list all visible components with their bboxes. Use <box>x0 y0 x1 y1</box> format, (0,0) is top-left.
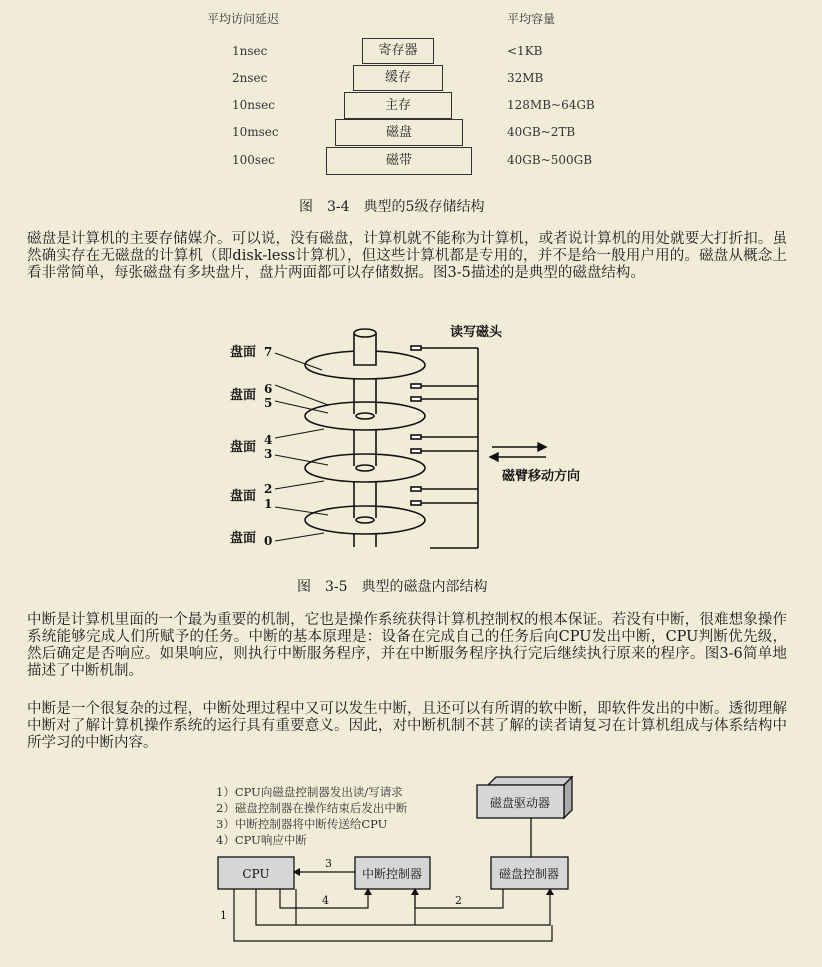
platter-label-4: 盘面 <box>230 531 257 546</box>
pyramid-tier-disk: 磁盘 <box>335 119 463 146</box>
figure-3-5-caption: 图 3-5 典型的磁盘内部结构 <box>297 579 488 595</box>
latency-disk: 10msec <box>232 125 279 139</box>
surface-number: 3 <box>264 447 273 461</box>
surface-number: 1 <box>264 497 273 511</box>
surface-number: 0 <box>264 534 273 548</box>
paragraph-interrupt-detail: 中断是一个很复杂的过程，中断处理过程中又可以发生中断，且还可以有所谓的软中断，即软件发出的中断。透彻理解中断对了解计算机操作系统的运行具有重要意义。因此，对中断机制不甚了解的读者请复习在计算机组成与体系结构中所学习的中断内容。 <box>27 701 787 751</box>
disk-structure-diagram <box>220 315 600 570</box>
arm-direction-arrows <box>490 443 546 461</box>
capacity-tape: 40GB~500GB <box>507 153 593 167</box>
pyramid-tier-tape: 磁带 <box>326 147 472 175</box>
pyramid-tier-memory: 主存 <box>344 92 452 119</box>
surface-number: 2 <box>264 482 273 496</box>
pyramid-tier-registers: 寄存器 <box>362 38 434 64</box>
disk-controller-label: 磁盘控制器 <box>498 867 560 881</box>
interrupt-step-1: 1）CPU向磁盘控制器发出读/写请求 <box>216 785 403 799</box>
disk-drive-box <box>477 777 572 818</box>
figure-3-4-caption: 图 3-4 典型的5级存储结构 <box>299 199 485 215</box>
cpu-label: CPU <box>242 867 270 881</box>
interrupt-step-4: 4）CPU响应中断 <box>216 833 307 847</box>
latency-tape: 100sec <box>232 153 275 167</box>
platter-label-1: 盘面 <box>230 388 257 403</box>
platter-label-3: 盘面 <box>230 489 257 504</box>
read-write-head-label: 读写磁头 <box>450 325 503 340</box>
platter-label-0: 盘面 <box>230 345 257 360</box>
pyramid-tier-cache: 缓存 <box>353 65 443 91</box>
arrow-number-2: 2 <box>455 894 462 907</box>
capacity-registers: <1KB <box>507 44 543 58</box>
latency-memory: 10nsec <box>232 98 275 112</box>
latency-cache: 2nsec <box>232 71 268 85</box>
arrow-number-3: 3 <box>325 857 332 870</box>
capacity-disk: 40GB~2TB <box>507 125 576 139</box>
surface-number: 7 <box>264 345 273 359</box>
interrupt-controller-label: 中断控制器 <box>361 867 423 881</box>
surface-number: 4 <box>264 433 273 447</box>
capacity-memory: 128MB~64GB <box>507 98 595 112</box>
interrupt-step-2: 2）磁盘控制器在操作结束后发出中断 <box>216 801 408 815</box>
latency-registers: 1nsec <box>232 44 268 58</box>
capacity-cache: 32MB <box>507 71 544 85</box>
paragraph-disk-intro: 磁盘是计算机的主要存储媒介。可以说，没有磁盘，计算机就不能称为计算机，或者说计算机的用处就要大打折扣。虽然确实存在无磁盘的计算机（即disk-less计算机），但这些计算机都是专用的，并不是给一般用户用的。磁盘从概念上看非常简单，每张磁盘有多块盘片，盘片两面都可以存储数据。图3-5描述的是典型的磁盘结构。 <box>27 231 787 281</box>
surface-number: 6 <box>264 382 273 396</box>
interrupt-step-3: 3）中断控制器将中断传送给CPU <box>216 817 388 831</box>
paragraph-interrupt-intro: 中断是计算机里面的一个最为重要的机制，它也是操作系统获得计算机控制权的根本保证。若没有中断，很难想象操作系统能够完成人们所赋予的任务。中断的基本原理是：设备在完成自己的任务后向CPU发出中断，CPU判断优先级，然后确定是否响应。如果响应，则执行中断服务程序，并在中断服务程序执行完后继续执行原来的程序。图3-6简单地描述了中断机制。 <box>27 612 787 679</box>
interrupt-diagram <box>200 775 600 967</box>
latency-header: 平均访问延迟 <box>207 12 280 26</box>
disk-drive-label: 磁盘驱动器 <box>489 796 551 810</box>
disk-arm <box>421 348 478 548</box>
arrow-number-4: 4 <box>322 894 329 907</box>
arrow-number-1: 1 <box>220 909 227 922</box>
surface-number: 5 <box>264 396 273 410</box>
arm-direction-label: 磁臂移动方向 <box>502 469 581 484</box>
capacity-header: 平均容量 <box>507 12 556 26</box>
platter-label-2: 盘面 <box>230 440 257 455</box>
